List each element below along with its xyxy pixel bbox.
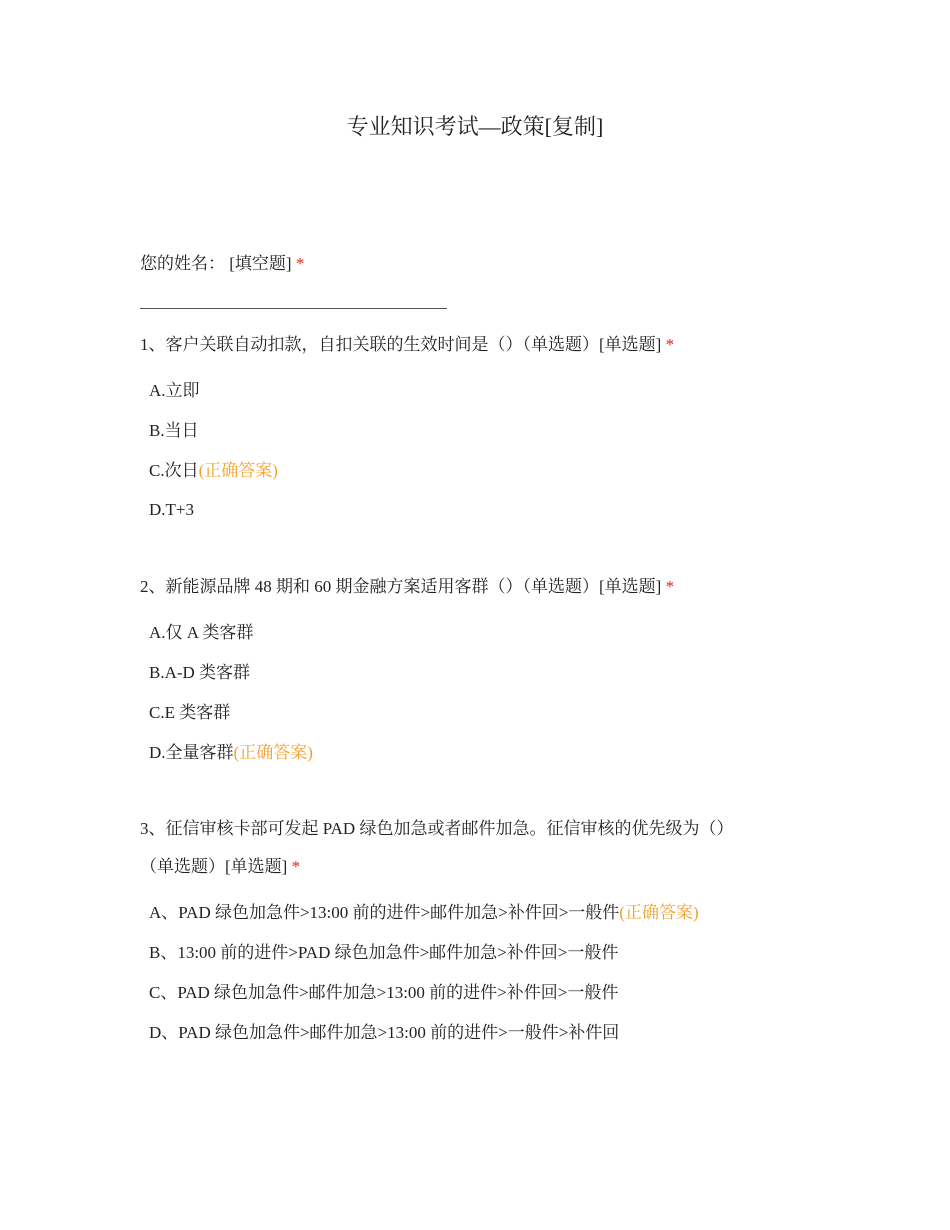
option-label: B、13:00 前的进件>PAD 绿色加急件>邮件加急>补件回>一般件 <box>149 943 619 962</box>
option-label: D、PAD 绿色加急件>邮件加急>13:00 前的进件>一般件>补件回 <box>149 1023 620 1042</box>
required-marker: * <box>665 335 675 354</box>
option-label: A、PAD 绿色加急件>13:00 前的进件>邮件加急>补件回>一般件 <box>149 903 620 922</box>
option[interactable] <box>149 983 618 1003</box>
option-label: A.立即 <box>149 381 200 400</box>
option-label: C.次日 <box>149 461 199 480</box>
option-label: B.A-D 类客群 <box>149 663 251 682</box>
page-title: 专业知识考试—政策[复制] <box>346 114 604 139</box>
option[interactable] <box>149 500 194 520</box>
name-question <box>140 254 304 274</box>
option[interactable] <box>149 381 200 401</box>
option[interactable] <box>149 663 250 683</box>
question-3-line2 <box>140 857 300 877</box>
correct-answer-tag: (正确答案) <box>619 903 699 922</box>
question-text: 3、征信审核卡部可发起 PAD 绿色加急或者邮件加急。征信审核的优先级为（） <box>140 819 734 838</box>
question-2 <box>140 577 674 597</box>
option-label: D.全量客群 <box>149 743 234 762</box>
option-label: C.E 类客群 <box>149 703 231 722</box>
correct-answer-tag: (正确答案) <box>233 743 313 762</box>
option[interactable] <box>149 903 699 923</box>
name-label: 您的姓名： <box>140 254 225 273</box>
option[interactable] <box>149 421 199 441</box>
option[interactable] <box>149 1023 619 1043</box>
option[interactable] <box>149 943 618 963</box>
option[interactable] <box>149 623 253 643</box>
question-1 <box>140 335 674 355</box>
question-3 <box>140 819 733 839</box>
question-type: [填空题] <box>229 254 292 273</box>
name-input-line[interactable] <box>140 308 447 309</box>
option-label: C、PAD 绿色加急件>邮件加急>13:00 前的进件>补件回>一般件 <box>149 983 619 1002</box>
required-marker: * <box>291 857 301 876</box>
option-label: B.当日 <box>149 421 199 440</box>
option-label: D.T+3 <box>149 500 194 519</box>
required-marker: * <box>295 254 305 273</box>
option[interactable] <box>149 743 313 763</box>
option[interactable] <box>149 703 230 723</box>
question-text: 1、客户关联自动扣款，自扣关联的生效时间是（）（单选题）[单选题] <box>140 335 662 354</box>
option-label: A.仅 A 类客群 <box>149 623 254 642</box>
question-text: 2、新能源品牌 48 期和 60 期金融方案适用客群（）（单选题）[单选题] <box>140 577 662 596</box>
correct-answer-tag: (正确答案) <box>198 461 278 480</box>
required-marker: * <box>665 577 675 596</box>
question-text: （单选题）[单选题] <box>140 857 288 876</box>
option[interactable] <box>149 461 278 481</box>
